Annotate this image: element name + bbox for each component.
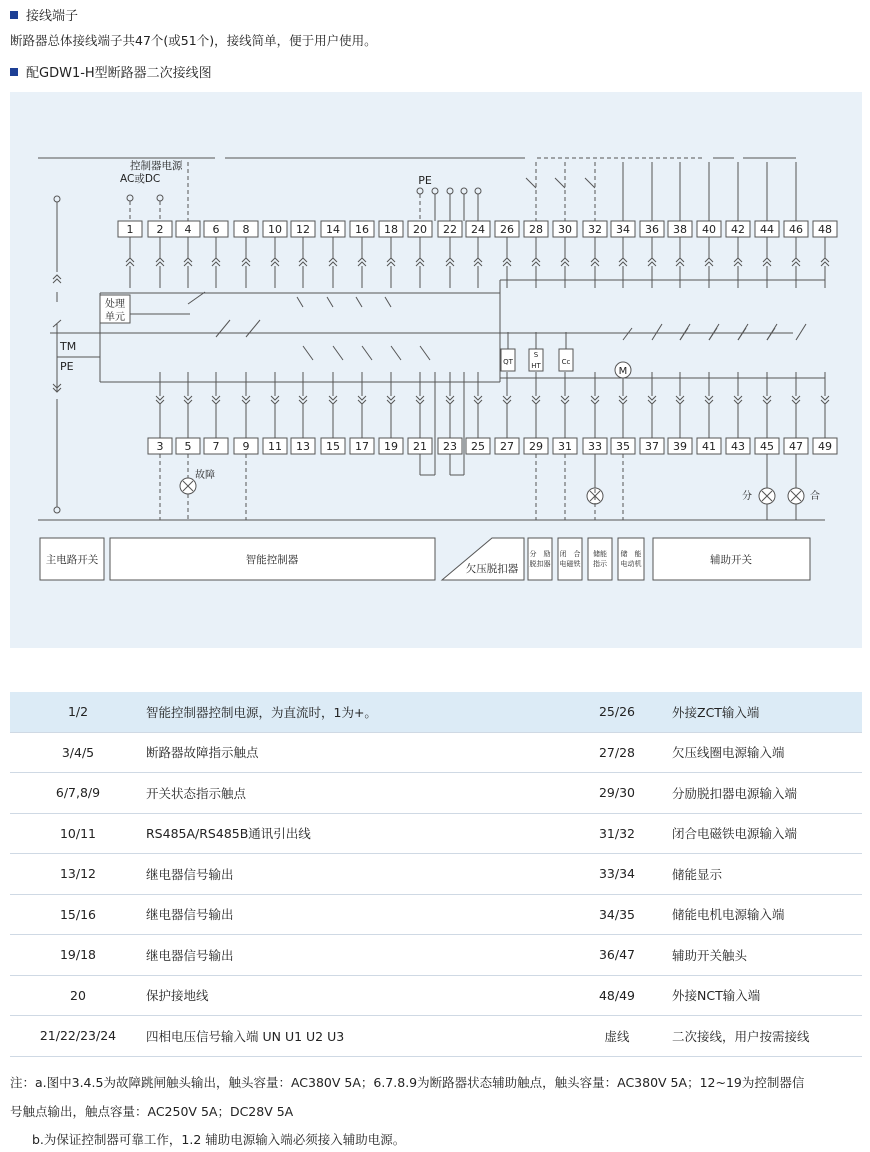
connector-arrow-icon: [763, 258, 771, 266]
terminal-label: 31: [558, 440, 572, 453]
terminal-description: 断路器故障指示触点: [146, 732, 562, 773]
connector-arrow-icon: [561, 258, 569, 266]
section-heading-diagram: [10, 62, 212, 81]
switch-contact: [680, 324, 690, 340]
terminal-description: 欠压线圈电源输入端: [672, 732, 862, 773]
connector-arrow-icon: [184, 396, 192, 404]
wiring-diagram-canvas: [10, 92, 862, 648]
connector-arrow-icon: [53, 275, 61, 283]
processing-unit-label: 单元: [105, 312, 125, 323]
intro-text: 断路器总体接线端子共47个(或51个)，接线简单，便于用户使用。: [10, 33, 377, 48]
connector-arrow-icon: [561, 396, 569, 404]
connector-arrow-icon: [474, 396, 482, 404]
terminal-description: 智能控制器控制电源，为直流时，1为+。: [146, 692, 562, 732]
terminal-label: 1: [126, 223, 134, 236]
connector-arrow-icon: [619, 258, 627, 266]
connector-arrow-icon: [416, 396, 424, 404]
connector-arrow-icon: [619, 396, 627, 404]
connector-arrow-icon: [792, 396, 800, 404]
terminal-node: [54, 507, 60, 513]
terminal-number: 15/16: [10, 894, 146, 935]
note-b: b.为保证控制器可靠工作，1.2 辅助电源输入端必须接入辅助电源。: [32, 1132, 406, 1147]
bullet-square-icon: [10, 68, 18, 76]
connector-arrow-icon: [792, 258, 800, 266]
close-label: 合: [810, 491, 820, 502]
processing-unit-label: 处理: [105, 299, 125, 310]
terminal-label: 39: [673, 440, 687, 453]
aux-switch-label: 辅助开关: [710, 554, 752, 566]
terminal-label: 23: [443, 440, 457, 453]
motor-label: M: [618, 366, 628, 377]
switch-contact: [385, 297, 391, 307]
terminal-label: 9: [242, 440, 250, 453]
terminal-label: 6: [212, 223, 220, 236]
terminal-label: 38: [673, 223, 687, 236]
terminal-number: 33/34: [562, 854, 672, 895]
terminal-description: 保护接地线: [146, 975, 562, 1016]
terminal-node: [432, 188, 438, 194]
table-row: [10, 935, 862, 976]
terminal-label: 13: [296, 440, 310, 453]
terminal-description: 继电器信号输出: [146, 935, 562, 976]
connector-arrow-icon: [126, 258, 134, 266]
storage-indicator-box: [588, 538, 612, 580]
terminal-label: 29: [529, 440, 543, 453]
terminal-label: 42: [731, 223, 745, 236]
terminal-label: 8: [242, 223, 250, 236]
connector-arrow-icon: [299, 396, 307, 404]
connector-arrow-icon: [821, 396, 829, 404]
connector-arrow-icon: [329, 396, 337, 404]
connector-arrow-icon: [705, 396, 713, 404]
connector-arrow-icon: [705, 258, 713, 266]
section-title: 配GDW1-H型断路器二次接线图: [26, 66, 212, 81]
switch-contact: [623, 328, 632, 340]
connector-arrow-icon: [648, 258, 656, 266]
connector-arrow-icon: [358, 258, 366, 266]
terminal-node: [475, 188, 481, 194]
connector-arrow-icon: [329, 258, 337, 266]
connector-arrow-icon: [532, 396, 540, 404]
table-row: [10, 1016, 862, 1057]
closing-label: 闭 合: [559, 550, 581, 558]
switch-contact: [362, 346, 372, 360]
terminal-label: 11: [268, 440, 282, 453]
shunt-box: [528, 538, 552, 580]
connector-arrow-icon: [591, 258, 599, 266]
terminal-label: 40: [702, 223, 716, 236]
terminal-label: 26: [500, 223, 514, 236]
terminal-number: 虚线: [562, 1016, 672, 1057]
switch-contact: [391, 346, 401, 360]
storage-indicator-label: 指示: [593, 560, 607, 568]
terminal-label: 47: [789, 440, 803, 453]
terminal-label: 37: [645, 440, 659, 453]
terminal-description: RS485A/RS485B通讯引出线: [146, 813, 562, 854]
connector-arrow-icon: [676, 396, 684, 404]
bullet-square-icon: [10, 11, 18, 19]
terminal-node: [461, 188, 467, 194]
connector-arrow-icon: [676, 258, 684, 266]
terminal-label: 49: [818, 440, 832, 453]
terminal-description: 二次接线，用户按需接线: [672, 1016, 862, 1057]
terminal-label: 5: [184, 440, 192, 453]
note-a-line2: 号触点输出，触点容量：AC250V 5A；DC28V 5A: [10, 1104, 294, 1119]
connector-arrow-icon: [358, 396, 366, 404]
terminal-number: 6/7,8/9: [10, 773, 146, 814]
connector-arrow-icon: [763, 396, 771, 404]
terminal-number: 13/12: [10, 854, 146, 895]
terminal-node: [157, 195, 163, 201]
terminal-number: 31/32: [562, 813, 672, 854]
switch-contact: [738, 324, 748, 340]
connector-arrow-icon: [734, 396, 742, 404]
terminal-description: 外接NCT输入端: [672, 975, 862, 1016]
terminal-label: 30: [558, 223, 572, 236]
connector-arrow-icon: [503, 258, 511, 266]
terminal-label: 21: [413, 440, 427, 453]
terminal-label: 36: [645, 223, 659, 236]
terminal-label: 22: [443, 223, 457, 236]
table-row: [10, 692, 862, 732]
terminal-description: 继电器信号输出: [146, 894, 562, 935]
switch-contact: [216, 320, 230, 337]
terminal-label: 16: [355, 223, 369, 236]
terminal-label: 43: [731, 440, 745, 453]
connector-arrow-icon: [503, 396, 511, 404]
wire: [585, 178, 595, 188]
undervoltage-label: 欠压脱扣器: [465, 563, 519, 575]
terminal-description: 分励脱扣器电源输入端: [672, 773, 862, 814]
terminal-label: 48: [818, 223, 832, 236]
shunt-label: 脱扣器: [529, 560, 551, 568]
connector-arrow-icon: [648, 396, 656, 404]
terminal-number: 48/49: [562, 975, 672, 1016]
terminal-number: 29/30: [562, 773, 672, 814]
wire: [526, 178, 536, 188]
pe-left-label: PE: [60, 360, 74, 373]
connector-arrow-icon: [212, 396, 220, 404]
terminal-label: 34: [616, 223, 630, 236]
terminal-label: 46: [789, 223, 803, 236]
table-row: [10, 975, 862, 1016]
shunt-label: 分 励: [529, 550, 551, 558]
terminal-label: 18: [384, 223, 398, 236]
ctrl-power-label: AC或DC: [120, 173, 161, 185]
switch-contact: [246, 320, 260, 337]
s-label: S: [533, 351, 539, 359]
connector-arrow-icon: [184, 258, 192, 266]
terminal-label: 14: [326, 223, 340, 236]
wire: [555, 178, 565, 188]
ht-label: HT: [531, 362, 541, 370]
connector-arrow-icon: [242, 258, 250, 266]
switch-contact: [709, 324, 719, 340]
terminal-description: 闭合电磁铁电源输入端: [672, 813, 862, 854]
terminal-number: 36/47: [562, 935, 672, 976]
connector-arrow-icon: [156, 396, 164, 404]
controller-label: 智能控制器: [245, 554, 299, 566]
terminal-number: 19/18: [10, 935, 146, 976]
storage-motor-box: [618, 538, 644, 580]
terminal-node: [54, 196, 60, 202]
terminal-number: 25/26: [562, 692, 672, 732]
connector-arrow-icon: [387, 258, 395, 266]
terminal-number: 1/2: [10, 692, 146, 732]
terminal-label: 12: [296, 223, 310, 236]
terminal-label: 24: [471, 223, 485, 236]
terminal-number: 10/11: [10, 813, 146, 854]
section-heading-terminals: [10, 5, 78, 24]
open-label: 分: [742, 491, 752, 502]
connector-arrow-icon: [532, 258, 540, 266]
connector-arrow-icon: [299, 258, 307, 266]
table-row: [10, 773, 862, 814]
terminal-number: 27/28: [562, 732, 672, 773]
terminal-number: 3/4/5: [10, 732, 146, 773]
terminal-label: 45: [760, 440, 774, 453]
terminal-label: 32: [588, 223, 602, 236]
terminal-label: 10: [268, 223, 282, 236]
connector-arrow-icon: [591, 396, 599, 404]
terminal-label: 17: [355, 440, 369, 453]
terminal-label: 3: [156, 440, 164, 453]
note-a-line1: 注：a.图中3.4.5为故障跳闸触头输出，触头容量：AC380V 5A；6.7.8.9为断路器状态辅助触点，触头容量：AC380V 5A；12~19为控制器信: [10, 1075, 805, 1090]
terminal-description: 继电器信号输出: [146, 854, 562, 895]
terminal-table: [10, 692, 862, 1057]
terminal-description: 外接ZCT输入端: [672, 692, 862, 732]
connector-arrow-icon: [242, 396, 250, 404]
terminal-label: 35: [616, 440, 630, 453]
pe-label: PE: [418, 174, 432, 187]
terminal-label: 41: [702, 440, 716, 453]
cc-label: Cc: [561, 358, 571, 366]
fault-label: 故障: [195, 470, 215, 481]
terminal-description: 辅助开关触头: [672, 935, 862, 976]
terminal-label: 33: [588, 440, 602, 453]
connector-arrow-icon: [446, 396, 454, 404]
table-row: [10, 894, 862, 935]
connector-arrow-icon: [212, 258, 220, 266]
switch-contact: [356, 297, 362, 307]
table-row: [10, 813, 862, 854]
terminal-node: [447, 188, 453, 194]
ctrl-power-label: 控制器电源: [130, 160, 183, 172]
closing-box: [558, 538, 582, 580]
storage-indicator-label: 储能: [593, 550, 607, 558]
switch-contact: [652, 324, 662, 340]
terminal-label: 4: [184, 223, 192, 236]
terminal-number: 21/22/23/24: [10, 1016, 146, 1057]
main-switch-label: 主电路开关: [45, 554, 99, 566]
table-row: [10, 854, 862, 895]
switch-contact: [188, 292, 205, 304]
wiring-diagram: [10, 92, 862, 648]
switch-contact: [297, 297, 303, 307]
connector-arrow-icon: [271, 258, 279, 266]
connector-arrow-icon: [446, 258, 454, 266]
storage-motor-label: 电动机: [620, 560, 642, 568]
switch-contact: [303, 346, 313, 360]
terminal-node: [127, 195, 133, 201]
terminal-label: 19: [384, 440, 398, 453]
connector-arrow-icon: [156, 258, 164, 266]
qt-label: QT: [503, 358, 513, 366]
terminal-label: 20: [413, 223, 427, 236]
switch-contact: [327, 297, 333, 307]
switch-contact: [767, 324, 777, 340]
terminal-label: 7: [212, 440, 220, 453]
table-row: [10, 732, 862, 773]
terminal-label: 28: [529, 223, 543, 236]
connector-arrow-icon: [734, 258, 742, 266]
terminal-node: [417, 188, 423, 194]
switch-contact: [333, 346, 343, 360]
terminal-label: 15: [326, 440, 340, 453]
section-title: 接线端子: [26, 9, 79, 24]
terminal-description: 储能显示: [672, 854, 862, 895]
tm-label: TM: [60, 340, 77, 353]
terminal-label: 2: [156, 223, 164, 236]
connector-arrow-icon: [474, 258, 482, 266]
switch-contact: [420, 346, 430, 360]
closing-label: 电磁铁: [559, 560, 581, 568]
connector-arrow-icon: [387, 396, 395, 404]
terminal-label: 27: [500, 440, 514, 453]
terminal-description: 开关状态指示触点: [146, 773, 562, 814]
connector-arrow-icon: [416, 258, 424, 266]
switch-contact: [796, 324, 806, 340]
terminal-label: 25: [471, 440, 485, 453]
terminal-number: 20: [10, 975, 146, 1016]
connector-arrow-icon: [821, 258, 829, 266]
connector-arrow-icon: [271, 396, 279, 404]
terminal-label: 44: [760, 223, 774, 236]
storage-motor-label: 储 能: [620, 550, 642, 558]
terminal-number: 34/35: [562, 894, 672, 935]
terminal-description: 四相电压信号输入端 UN U1 U2 U3: [146, 1016, 562, 1057]
terminal-description: 储能电机电源输入端: [672, 894, 862, 935]
